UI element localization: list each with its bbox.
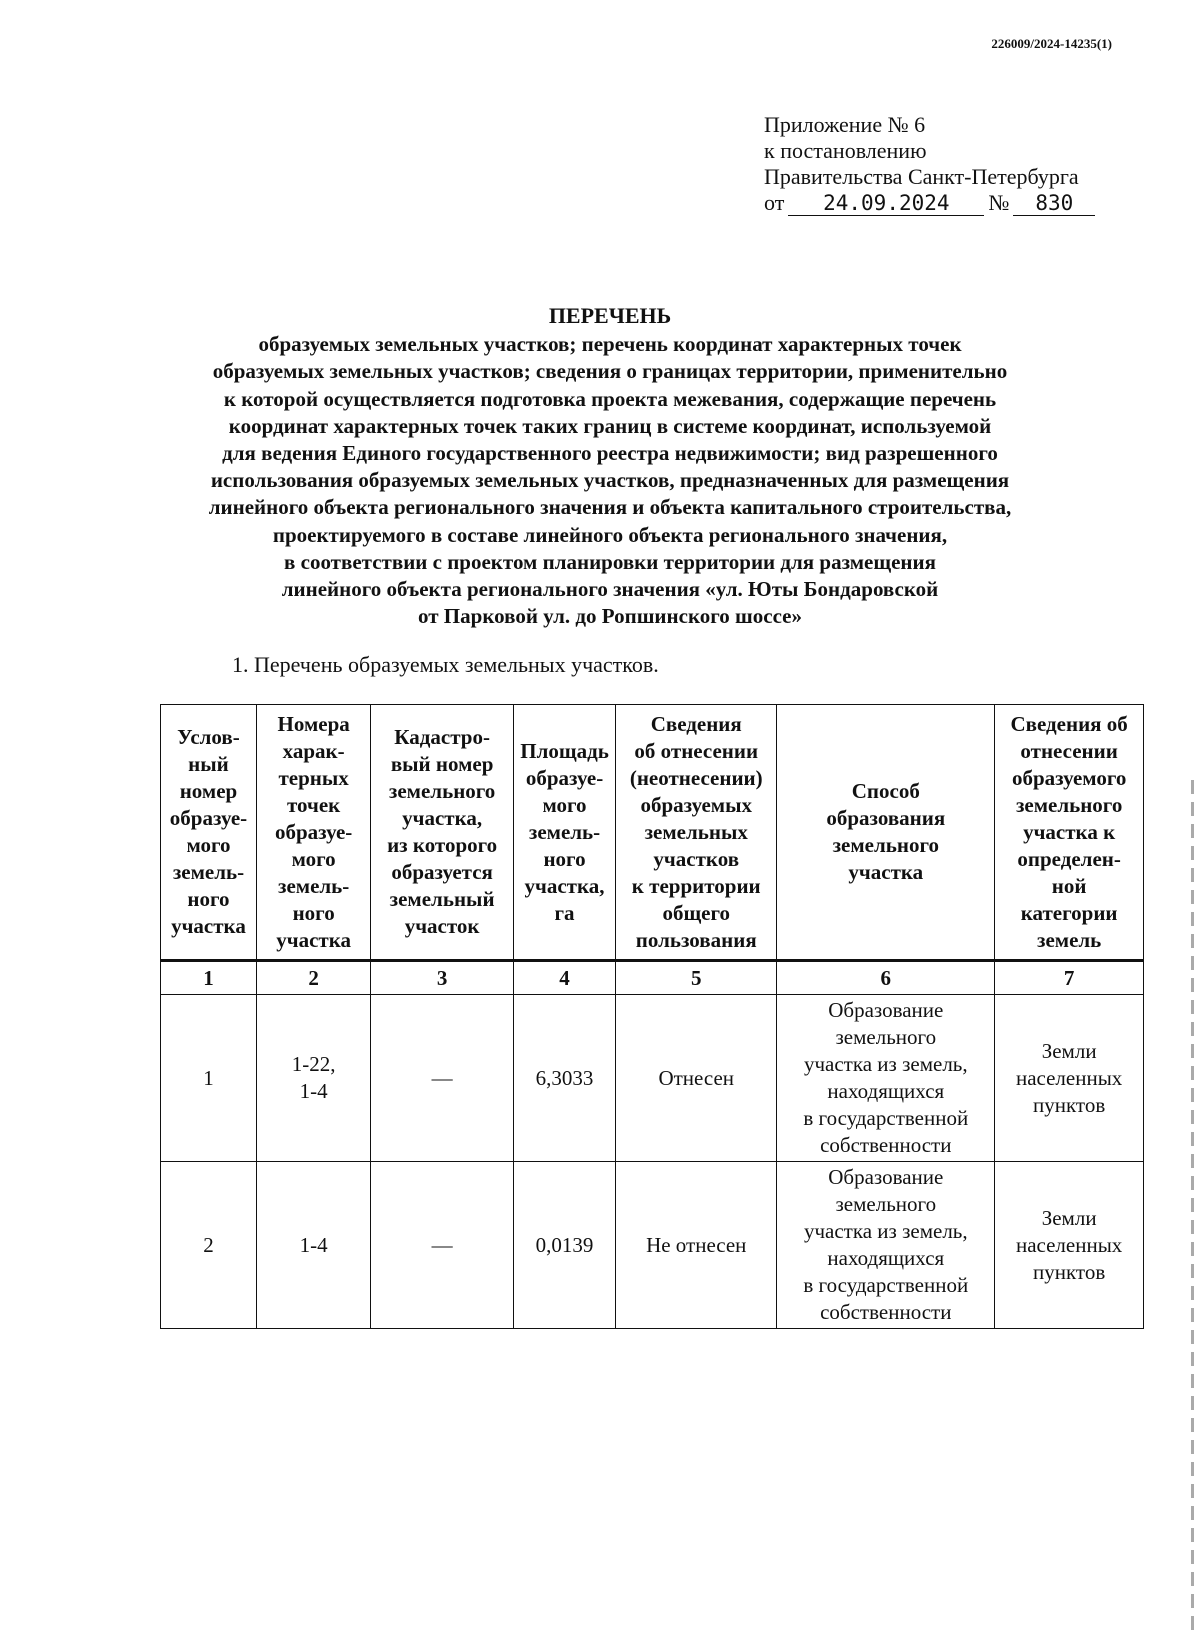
appendix-issuer: Правительства Санкт-Петербурга <box>764 164 1079 189</box>
table-row <box>161 995 1144 1162</box>
column-number: 3 <box>371 961 514 995</box>
public-use-cell: Не отнесен <box>616 1162 777 1329</box>
land-category-cell: Земли населенных пунктов <box>995 995 1144 1162</box>
header-plot-number: Услов- ный номер образуе- мого земель- ного участка <box>161 705 257 961</box>
land-plots-table <box>160 704 1144 1329</box>
plot-number-cell: 2 <box>161 1162 257 1329</box>
title-line: к которой осуществляется подготовка проекта межевания, содержащие перечень <box>223 386 997 411</box>
point-numbers-cell: 1-22, 1-4 <box>256 995 370 1162</box>
column-number: 2 <box>256 961 370 995</box>
title-line: образуемых земельных участков; перечень координат характерных точек <box>258 332 962 357</box>
column-number-row <box>161 961 1144 995</box>
section-title: 1. Перечень образуемых земельных участков. <box>232 652 659 677</box>
appendix-number: Приложение № 6 <box>764 112 926 137</box>
cadastral-number-cell: — <box>371 1162 514 1329</box>
land-category-cell: Земли населенных пунктов <box>995 1162 1144 1329</box>
title-line: использования образуемых земельных участков, предназначенных для размещения <box>210 468 1010 493</box>
formation-method-cell: Образование земельного участка из земель, находящихся в государственной собственности <box>777 995 995 1162</box>
title-line: линейного объекта регионального значения и объекта капитального строительства, <box>208 495 1012 520</box>
column-number: 7 <box>995 961 1144 995</box>
column-number: 6 <box>777 961 995 995</box>
appendix-block <box>764 112 1099 216</box>
title-line: проектируемого в составе линейного объекта регионального значения, <box>272 522 948 547</box>
title-line: для ведения Единого государственного реестра недвижимости; вид разрешенного <box>222 441 998 466</box>
title-line: линейного объекта регионального значения «ул. Юты Бондаровской <box>281 577 939 602</box>
column-number: 1 <box>161 961 257 995</box>
column-number: 5 <box>616 961 777 995</box>
point-numbers-cell: 1-4 <box>256 1162 370 1329</box>
header-land-category: Сведения об отнесении образуемого земельного участка к определен- ной категории земель <box>995 705 1144 961</box>
formation-method-cell: Образование земельного участка из земель, находящихся в государственной собственности <box>777 1162 995 1329</box>
header-public-use: Сведения об отнесении (неотнесении) образуемых земельных участков к территории общего пользования <box>616 705 777 961</box>
date-prefix: от <box>764 190 785 215</box>
column-number: 4 <box>513 961 615 995</box>
area-cell: 6,3033 <box>513 995 615 1162</box>
plot-number-cell: 1 <box>161 995 257 1162</box>
title-line: образуемых земельных участков; сведения о границах территории, применительно <box>212 359 1008 384</box>
scan-edge-artifact <box>1191 780 1194 1630</box>
title-heading: ПЕРЕЧЕНЬ <box>548 303 672 328</box>
number-prefix: № <box>988 190 1010 215</box>
resolution-number: 830 <box>1013 191 1095 216</box>
title-line: от Парковой ул. до Ропшинского шоссе» <box>418 604 802 629</box>
area-cell: 0,0139 <box>513 1162 615 1329</box>
resolution-date: 24.09.2024 <box>788 191 984 216</box>
document-registration-number: 226009/2024-14235(1) <box>991 36 1112 51</box>
appendix-date-line <box>764 190 1099 216</box>
header-cadastral-number: Кадастро- вый номер земельного участка, из которого образуется земельный участок <box>371 705 514 961</box>
title-line: в соответствии с проектом планировки территории для размещения <box>284 549 936 574</box>
header-area: Площадь образуе- мого земель- ного участка, га <box>513 705 615 961</box>
header-point-numbers: Номера харак- терных точек образуе- мого земель- ного участка <box>256 705 370 961</box>
public-use-cell: Отнесен <box>616 995 777 1162</box>
document-title <box>140 302 1080 630</box>
table-header-row <box>161 705 1144 961</box>
appendix-reference: к постановлению <box>764 138 927 163</box>
header-formation-method: Способ образования земельного участка <box>777 705 995 961</box>
cadastral-number-cell: — <box>371 995 514 1162</box>
table-row <box>161 1162 1144 1329</box>
title-line: координат характерных точек таких границ в системе координат, используемой <box>228 413 992 438</box>
